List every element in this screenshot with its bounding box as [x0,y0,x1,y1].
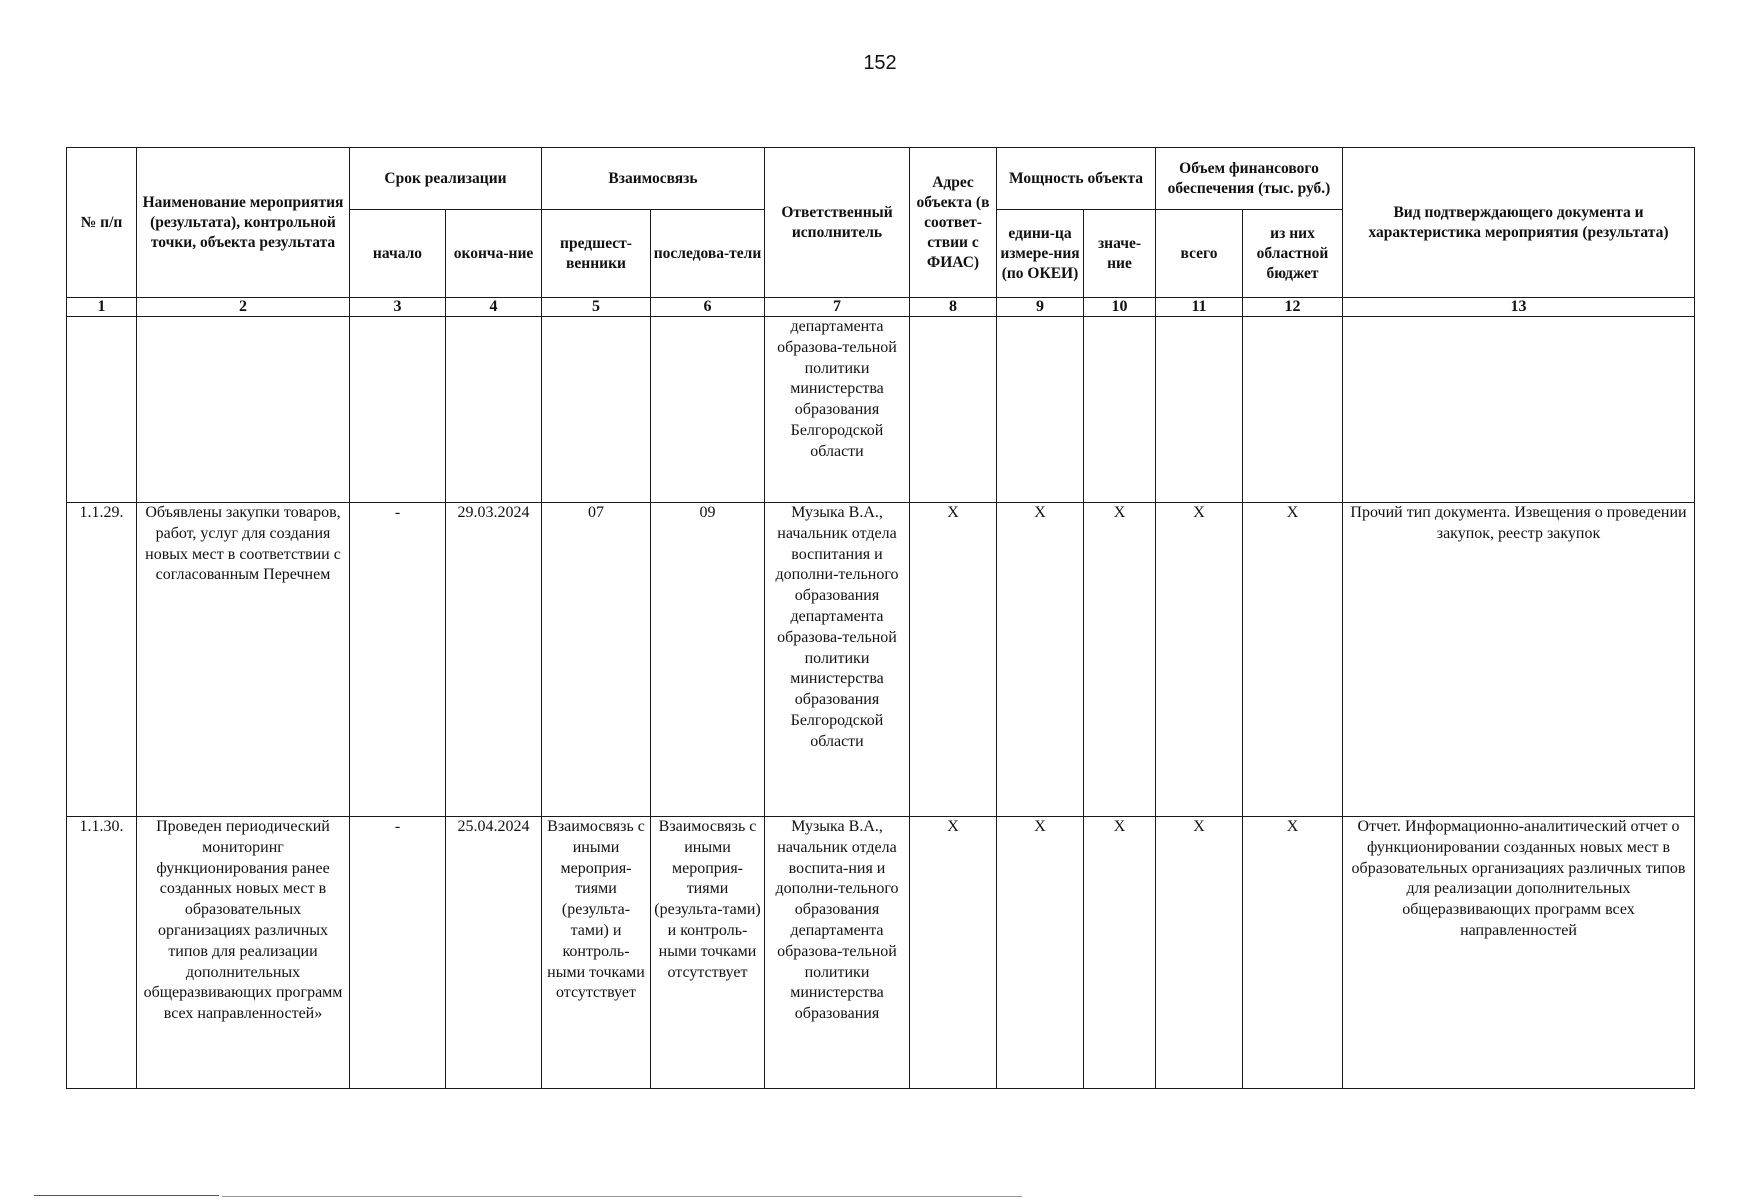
scan-artifact-line [222,1196,1022,1197]
column-number: 9 [997,298,1084,317]
implementation-plan-table [66,147,1695,1089]
row-total [1156,317,1243,503]
row-end: 25.04.2024 [446,817,542,1089]
row-number [67,317,137,503]
header-row-top [67,148,1695,210]
row-number: 1.1.29. [67,503,137,817]
row-start: - [350,817,446,1089]
row-address [910,317,997,503]
header-link-prev: предшест-венники [542,210,651,298]
row-prev: Взаимосвязь с иными мероприя-тиями (результа-тами) и контроль-ными точками отсутствует [542,817,651,1089]
header-link-next: последова-тели [651,210,765,298]
scan-artifact-line [34,1195,219,1196]
row-next: 09 [651,503,765,817]
header-term-start: начало [350,210,446,298]
column-number: 12 [1243,298,1343,317]
column-number-row [67,298,1695,317]
header-finance-total: всего [1156,210,1243,298]
column-number: 7 [765,298,910,317]
row-doc [1343,317,1695,503]
row-name: Объявлены закупки товаров, работ, услуг для создания новых мест в соответствии с согласованным Перечнем [137,503,350,817]
header-capacity-value: значе-ние [1084,210,1156,298]
header-term-end: оконча-ние [446,210,542,298]
table-row [67,503,1695,817]
row-value: X [1084,503,1156,817]
row-responsible: департамента образова-тельной политики министерства образования Белгородской области [765,317,910,503]
column-number: 10 [1084,298,1156,317]
row-doc: Прочий тип документа. Извещения о проведении закупок, реестр закупок [1343,503,1695,817]
header-number: № п/п [67,148,137,298]
row-start: - [350,503,446,817]
row-prev [542,317,651,503]
row-prev: 07 [542,503,651,817]
header-responsible: Ответственный исполнитель [765,148,910,298]
row-name [137,317,350,503]
row-start [350,317,446,503]
row-responsible: Музыка В.А., начальник отдела воспита-ния и дополни-тельного образования департамента образова-тельной политики министерства образования [765,817,910,1089]
header-finance: Объем финансового обеспечения (тыс. руб.) [1156,148,1343,210]
row-value [1084,317,1156,503]
header-finance-regional: из них областной бюджет [1243,210,1343,298]
row-address: X [910,817,997,1089]
row-responsible: Музыка В.А., начальник отдела воспитания и дополни-тельного образования департамента образова-тельной политики министерства образования Белгородской области [765,503,910,817]
row-regional: X [1243,503,1343,817]
header-name: Наименование мероприятия (результата), контрольной точки, объекта результата [137,148,350,298]
row-address: X [910,503,997,817]
column-number: 11 [1156,298,1243,317]
column-number: 6 [651,298,765,317]
column-number: 3 [350,298,446,317]
header-capacity-unit: едини-ца измере-ния (по ОКЕИ) [997,210,1084,298]
row-total: X [1156,503,1243,817]
row-doc: Отчет. Информационно-аналитический отчет о функционировании созданных новых мест в образовательных организациях различных типов для реализации дополнительных общеразвивающих программ всех направленностей [1343,817,1695,1089]
row-unit [997,317,1084,503]
header-doc: Вид подтверждающего документа и характеристика мероприятия (результата) [1343,148,1695,298]
column-number: 2 [137,298,350,317]
page-number: 152 [863,52,897,74]
row-name: Проведен периодический мониторинг функционирования ранее созданных новых мест в образовательных организациях различных типов для реализации дополнительных общеразвивающих программ всех направленностей» [137,817,350,1089]
row-total: X [1156,817,1243,1089]
row-next: Взаимосвязь с иными мероприя-тиями (результа-тами) и контроль-ными точками отсутствует [651,817,765,1089]
header-capacity: Мощность объекта [997,148,1156,210]
column-number: 13 [1343,298,1695,317]
row-end [446,317,542,503]
row-unit: X [997,503,1084,817]
header-address: Адрес объекта (в соответ-ствии с ФИАС) [910,148,997,298]
row-regional: X [1243,817,1343,1089]
header-link: Взаимосвязь [542,148,765,210]
header-term: Срок реализации [350,148,542,210]
row-next [651,317,765,503]
row-value: X [1084,817,1156,1089]
column-number: 8 [910,298,997,317]
column-number: 4 [446,298,542,317]
table-row [67,817,1695,1089]
row-unit: X [997,817,1084,1089]
table-row [67,317,1695,503]
column-number: 1 [67,298,137,317]
row-end: 29.03.2024 [446,503,542,817]
row-regional [1243,317,1343,503]
row-number: 1.1.30. [67,817,137,1089]
column-number: 5 [542,298,651,317]
